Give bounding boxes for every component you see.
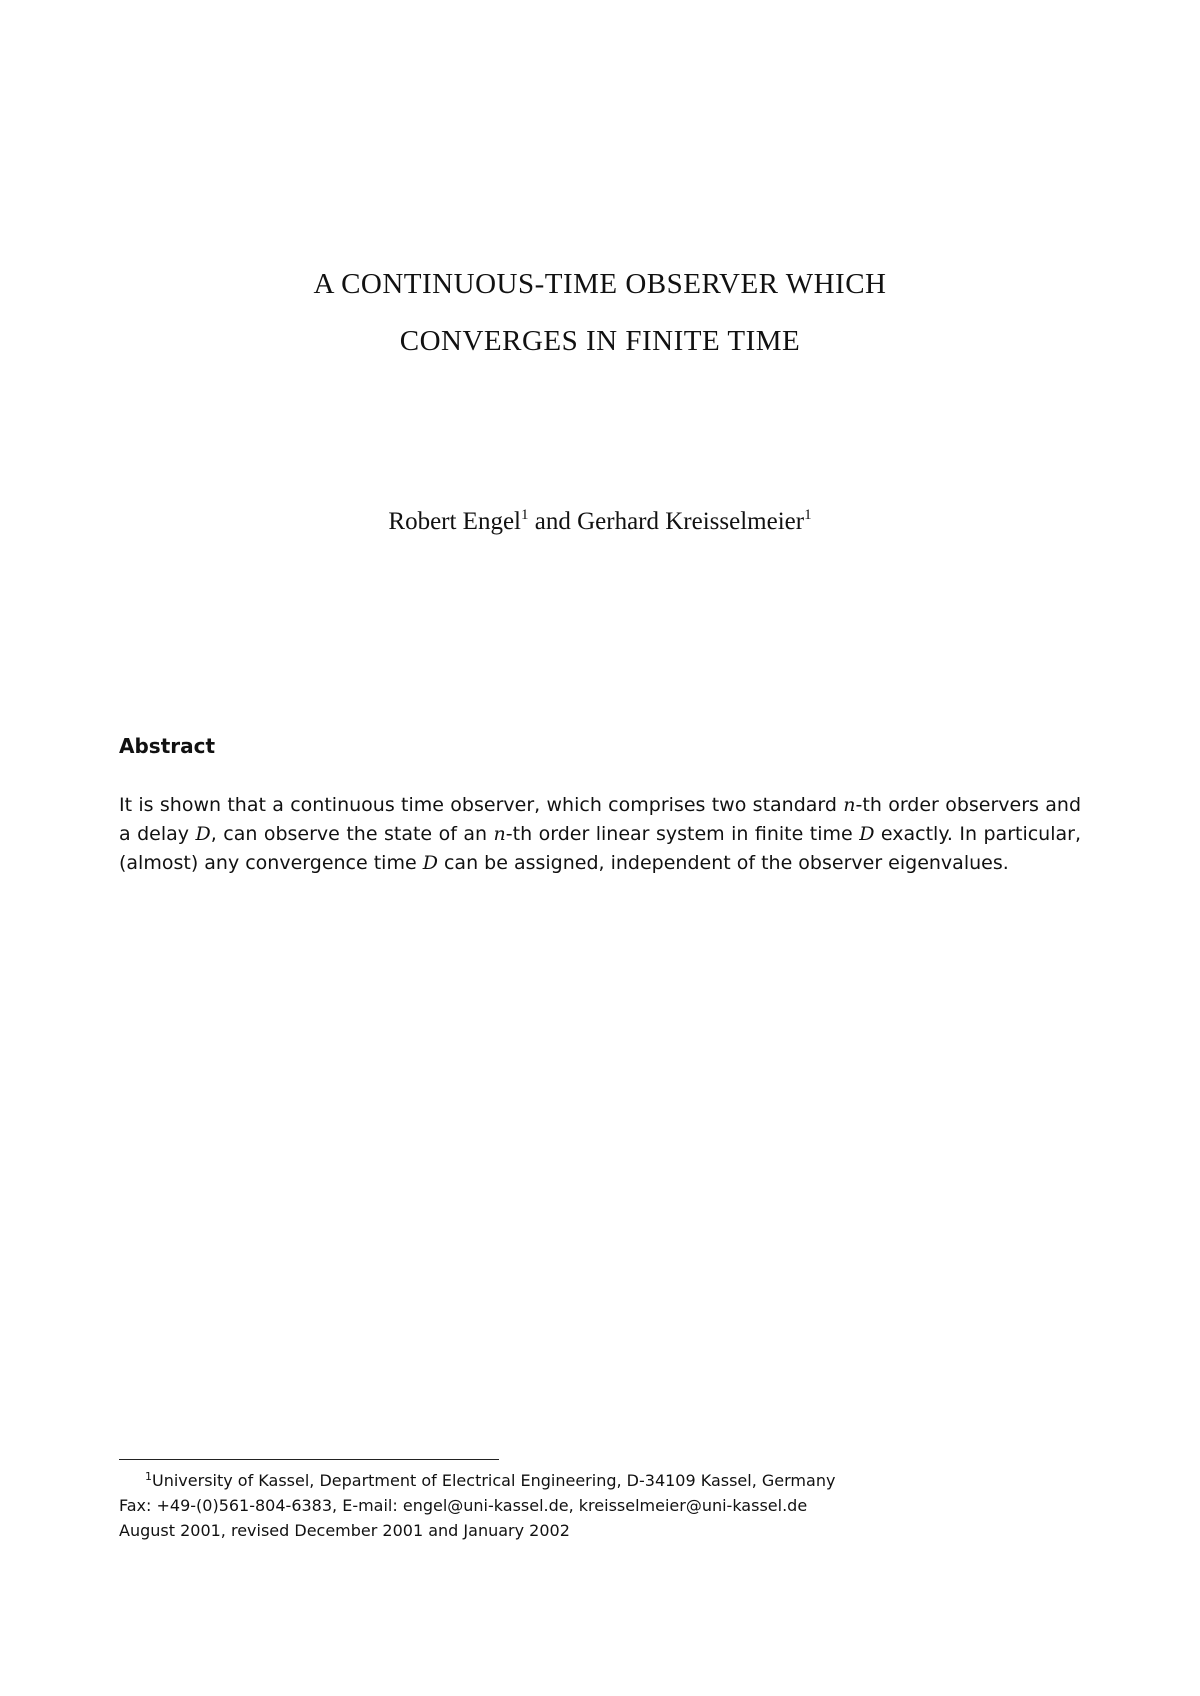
- author-name-1: Robert Engel: [388, 508, 521, 535]
- math-symbol-d: D: [195, 823, 211, 845]
- math-symbol-n: n: [843, 794, 856, 816]
- abstract-heading: Abstract: [119, 734, 216, 758]
- math-symbol-d: D: [422, 852, 438, 874]
- footnote-affiliation: University of Kassel, Department of Electrical Engineering, D-34109 Kassel, Germany: [152, 1471, 836, 1490]
- footnote-affiliation-line: [119, 1468, 1119, 1493]
- paper-title-line-1: A CONTINUOUS-TIME OBSERVER WHICH: [313, 268, 887, 300]
- paper-title-line-2: CONVERGES IN FINITE TIME: [399, 325, 801, 357]
- abstract-text: [119, 791, 1081, 878]
- abstract-text-segment: can be assigned, independent of the observer eigenvalues.: [437, 852, 1009, 874]
- author-1-footnote-mark: 1: [521, 507, 529, 523]
- author-list: [0, 508, 1200, 536]
- footnote-contact: Fax: +49-(0)561-804-6383, E-mail: engel@uni-kassel.de, kreisselmeier@uni-kassel.de: [119, 1496, 808, 1515]
- author-name-2: Gerhard Kreisselmeier: [577, 508, 805, 535]
- abstract-text-segment: exactly. In particular, (almost) any convergence time: [119, 823, 1081, 874]
- abstract-text-segment: -th order linear system in finite time: [505, 823, 860, 845]
- math-symbol-n: n: [493, 823, 506, 845]
- abstract-text-segment: -th order observers and a delay: [119, 794, 1081, 845]
- math-symbol-d: D: [859, 823, 875, 845]
- footnote-block: [119, 1468, 1119, 1543]
- abstract-text-segment: , can observe the state of an: [210, 823, 494, 845]
- author-2-footnote-mark: 1: [804, 507, 812, 523]
- abstract-text-segment: It is shown that a continuous time observer, which comprises two standard: [119, 794, 844, 816]
- footnote-dates: August 2001, revised December 2001 and January 2002: [119, 1521, 570, 1540]
- footnote-mark: 1: [145, 1470, 152, 1483]
- author-connector: and: [528, 508, 578, 535]
- footnote-divider: [119, 1459, 499, 1460]
